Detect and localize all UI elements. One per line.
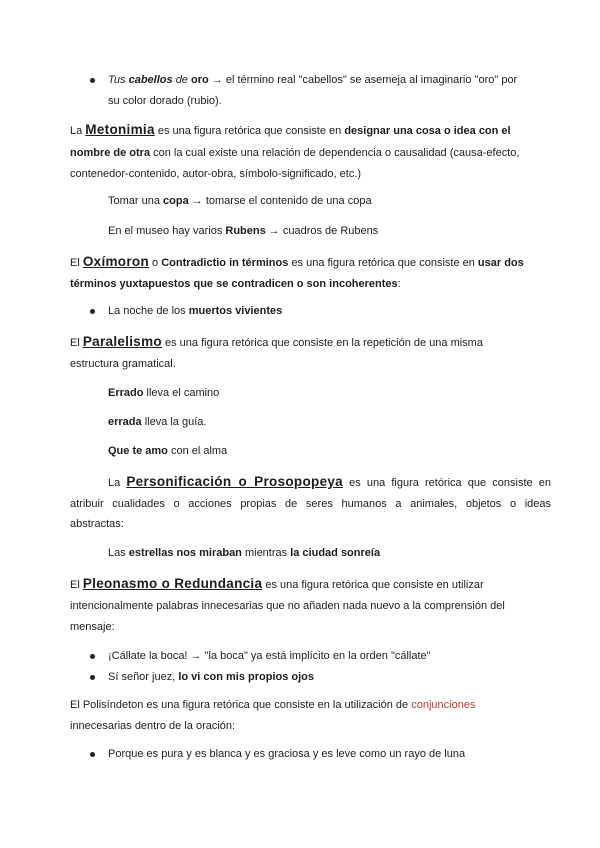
- oximoron-line2: términos yuxtapuestos que se contradicen o son incoherentes:: [70, 278, 401, 290]
- term-personificacion: Personificación o Prosopopeya: [126, 474, 343, 489]
- paralelismo-paragraph: El Paralelismo es una figura retórica que consiste en la repetición de una misma: [70, 334, 483, 349]
- metonimia-line2: nombre de otra con la cual existe una relación de dependencia o causalidad (causa-efecto,: [70, 147, 520, 159]
- metonimia-example-2: En el museo hay varios Rubens → cuadros de Rubens: [108, 225, 379, 237]
- bullet-dot: [90, 752, 95, 757]
- term-pleonasmo: Pleonasmo o Redundancia: [82, 576, 263, 591]
- metonimia-example-1: Tomar una copa → tomarse el contenido de una copa: [108, 195, 372, 207]
- oximoron-paragraph: El Oxímoron o Contradictio in términos es una figura retórica que consiste en usar dos: [70, 254, 524, 269]
- paralelismo-example-1: Errado lleva el camino: [108, 387, 220, 399]
- pleonasmo-line2: intencionalmente palabras innecesarias que no añaden nada nuevo a la comprensión del: [70, 600, 505, 612]
- personificacion-paragraph: La Personificación o Prosopopeya es una figura retórica que consiste en atribuir cualidades o acciones propias de seres humanos a animales, objetos o ideas: [70, 474, 551, 510]
- bullet-dot: [90, 78, 95, 83]
- metonimia-paragraph: La Metonimia es una figura retórica que consiste en designar una cosa o idea con el: [70, 122, 511, 137]
- conjunciones-link[interactable]: conjunciones: [411, 699, 476, 711]
- term-paralelismo: Paralelismo: [82, 334, 162, 349]
- paralelismo-line2: estructura gramatical.: [70, 358, 176, 370]
- list-item: Tus cabellos de oro → el término real "cabellos" se asemeja al imaginario "oro" por: [108, 74, 518, 86]
- metonimia-line3: contenedor-contenido, autor-obra, símbolo-significado, etc.): [70, 168, 362, 180]
- personificacion-line3: abstractas:: [70, 518, 124, 530]
- list-item-continuation: su color dorado (rubio).: [108, 95, 222, 107]
- term-oximoron: Oxímoron: [82, 254, 149, 269]
- bullet-dot: [90, 309, 95, 314]
- pleonasmo-paragraph: El Pleonasmo o Redundancia es una figura retórica que consiste en utilizar: [70, 576, 484, 591]
- paralelismo-example-3: Que te amo con el alma: [108, 445, 228, 457]
- personificacion-example: Las estrellas nos miraban mientras la ciudad sonreía: [108, 547, 381, 559]
- list-item: La noche de los muertos vivientes: [108, 305, 283, 317]
- bullet-dot: [90, 654, 95, 659]
- pleonasmo-line3: mensaje:: [70, 621, 115, 633]
- bullet-dot: [90, 675, 95, 680]
- list-item: Porque es pura y es blanca y es graciosa y es leve como un rayo de luna: [108, 748, 466, 760]
- term-metonimia: Metonimia: [85, 122, 155, 137]
- polisindeton-paragraph: El Polisíndeton es una figura retórica que consiste en la utilización de conjunciones: [70, 699, 476, 711]
- list-item: ¡Cállate la boca! → "la boca" ya está implícito en la orden "cállate": [108, 650, 431, 662]
- list-item: Sí señor juez, lo vi con mis propios ojos: [108, 671, 315, 683]
- polisindeton-line2: innecesarias dentro de la oración:: [70, 720, 236, 732]
- paralelismo-example-2: errada lleva la guía.: [108, 416, 207, 428]
